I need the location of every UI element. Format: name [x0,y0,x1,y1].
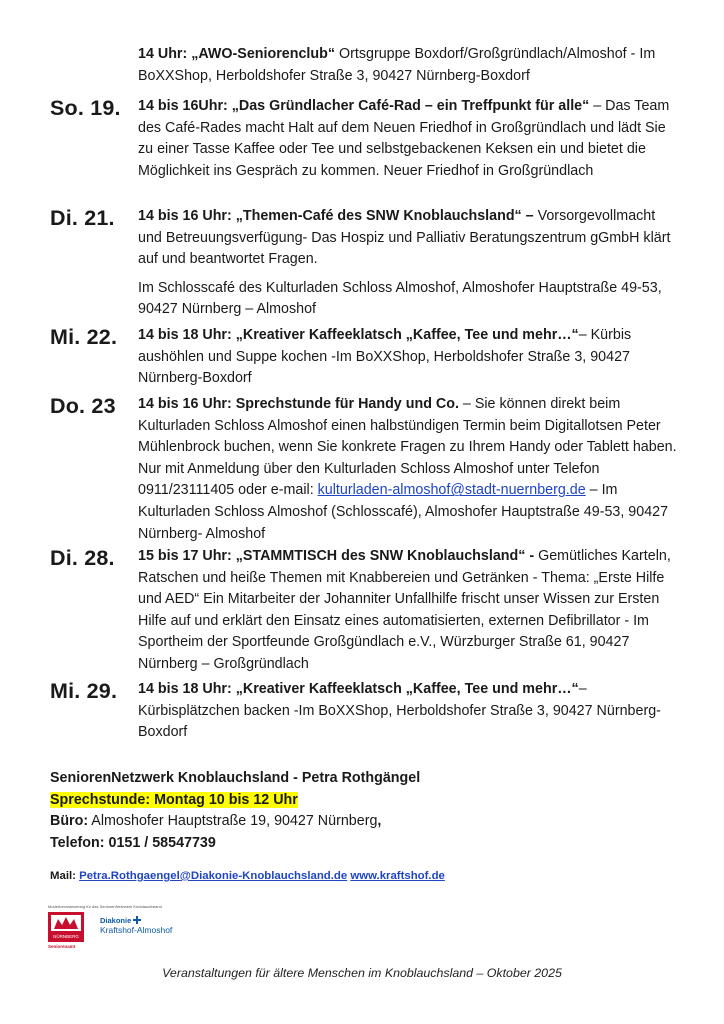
event-description [138,394,678,545]
diakonie-logo [100,916,172,935]
event-details: Gemütliches Karteln, Ratschen und heiße Themen mit Knabbereien und Getränken - Thema: „Erste Hilfe und AED“ Ein Mitarbeiter der Johanniter Unfallhilfe frischt unser Wissen zur Ersten Hilfe auf und erklärt den Einsatz eines automatisierten, externen Defibrillator - Im Sportheim der Sportfeunde Großgündlach e.V., Würzburger Straße 61, 90427 Nürnberg – Großgründlach [138,548,671,672]
website-link[interactable]: www.kraftshof.de [350,870,445,882]
event-details: – Das Team des Café-Rades macht Halt auf dem Neuen Friedhof in Großgründlach und lädt Sie zu einer Tasse Kaffee oder Tee und selbstgebackenen Keksen ein und bietet die Möglichkeit ins Gespräch zu kommen. Neuer Friedhof in Großgründlach [138,98,670,179]
event-details: – Sie können direkt beim Kulturladen Schloss Almoshof einen halbstündigen Termin beim Digitallotsen Peter Mühlenbrock buchen, wenn Sie konkrete Fragen zu Ihrem Handy oder Tablett haben. Nur mit Anmeldung über den Kulturladen Schloss Almoshof unter Telefon 0911/23111405 oder e-mail: [138,396,677,499]
event-day: Di. 28. [50,546,115,570]
event-paragraph [138,546,678,676]
city-seal-icon [48,912,84,942]
event-details: Ortsgruppe Boxdorf/Großgründlach/Almoshof - Im BoXXShop, Herboldshofer Straße 3, 90427 Nürnberg-Boxdorf [138,46,656,84]
city-seal-logo [48,912,84,942]
event-paragraph [138,96,678,182]
logos-area [48,904,268,954]
event-description [138,325,678,390]
event-time-title: 14 bis 18 Uhr: „Kreativer Kaffeeklatsch „Kaffee, Tee und mehr…“ [138,681,579,697]
event-paragraph [138,679,678,744]
event-paragraph [138,278,678,321]
contact-email-link[interactable]: Petra.Rothgaengel@Diakonie-Knoblauchsland.de [79,870,348,882]
event-details: Vorsorgevollmacht und Betreuungsverfügung- Das Hospiz und Palliativ Beratungszentrum gGmbH klärt auf und beantwortet Fragen. [138,208,671,268]
page-footer: Veranstaltungen für ältere Menschen im Knoblauchsland – Oktober 2025 [162,966,562,980]
event-day: Do. 23 [50,394,116,418]
event-time-title: 15 bis 17 Uhr: „STAMMTISCH des SNW Knoblauchsland“ - [138,548,535,564]
event-paragraph [138,325,678,390]
diakonie-subtitle: Kraftshof-Almoshof [100,925,173,935]
event-time-title: 14 bis 18 Uhr: „Kreativer Kaffeeklatsch „Kaffee, Tee und mehr…“ [138,327,579,343]
office-hours: Sprechstunde: Montag 10 bis 12 Uhr [50,791,298,808]
event-time-title: 14 bis 16 Uhr: „Themen-Café des SNW Knoblauchsland“ – [138,208,534,224]
event-details: – Kürbisplätzchen backen -Im BoXXShop, Herboldshofer Straße 3, 90427 Nürnberg-Boxdorf [138,681,661,741]
event-description [138,206,678,321]
event-description [138,679,678,744]
event-description [138,546,678,676]
event-details: – Kürbis aushöhlen und Suppe kochen -Im BoXXShop, Herboldshofer Straße 3, 90427 Nürnberg-Boxdorf [138,327,632,387]
event-time-title: 14 Uhr: „AWO-Seniorenclub“ [138,46,336,62]
contact-block [50,768,650,854]
event-paragraph [138,394,678,545]
email-link[interactable]: kulturladen-almoshof@stadt-nuernberg.de [317,482,586,499]
phone-number: Telefon: 0151 / 58547739 [50,834,216,851]
event-description [138,44,678,87]
event-location: Im Schlosscafé des Kulturladen Schloss Almoshof, Almoshofer Hauptstraße 49-53, 90427 Nürnberg – Almoshof [138,279,662,318]
office-address: Almoshofer Hauptstraße 19, 90427 Nürnberg [88,813,378,830]
mail-line [50,870,445,882]
event-location: – Im Kulturladen Schloss Almoshof (Schlosscafé), Almoshofer Hauptstraße 49-53, 90427 Nürnberg- Almoshof [138,482,669,542]
event-day: Di. 21. [50,206,115,230]
event-day: Mi. 22. [50,325,118,349]
event-time-title: 14 bis 16Uhr: „Das Gründlacher Café-Rad – ein Treffpunkt für alle“ [138,98,590,114]
seal-name: Seniorenamt [48,944,76,949]
event-day: Mi. 29. [50,679,118,703]
event-day: So. 19. [50,96,121,120]
office-address-end: , [377,813,382,830]
event-description [138,96,678,182]
org-name: SeniorenNetzwerk Knoblauchsland - Petra Rothgängel [50,770,421,786]
diakonie-name: Diakonie [100,916,172,925]
diakonie-cross-icon [133,916,141,924]
office-label: Büro: [50,813,89,830]
event-paragraph [138,206,678,271]
event-time-title: 14 bis 16 Uhr: Sprechstunde für Handy und Co. [138,396,459,412]
mail-label: Mail: [50,870,76,882]
seal-text: NÜRNBERG [53,934,79,939]
logo-caption: Modellverantwortung für das SeniorenNetzwerk Knoblauchsland [48,904,162,909]
event-paragraph [138,44,678,87]
